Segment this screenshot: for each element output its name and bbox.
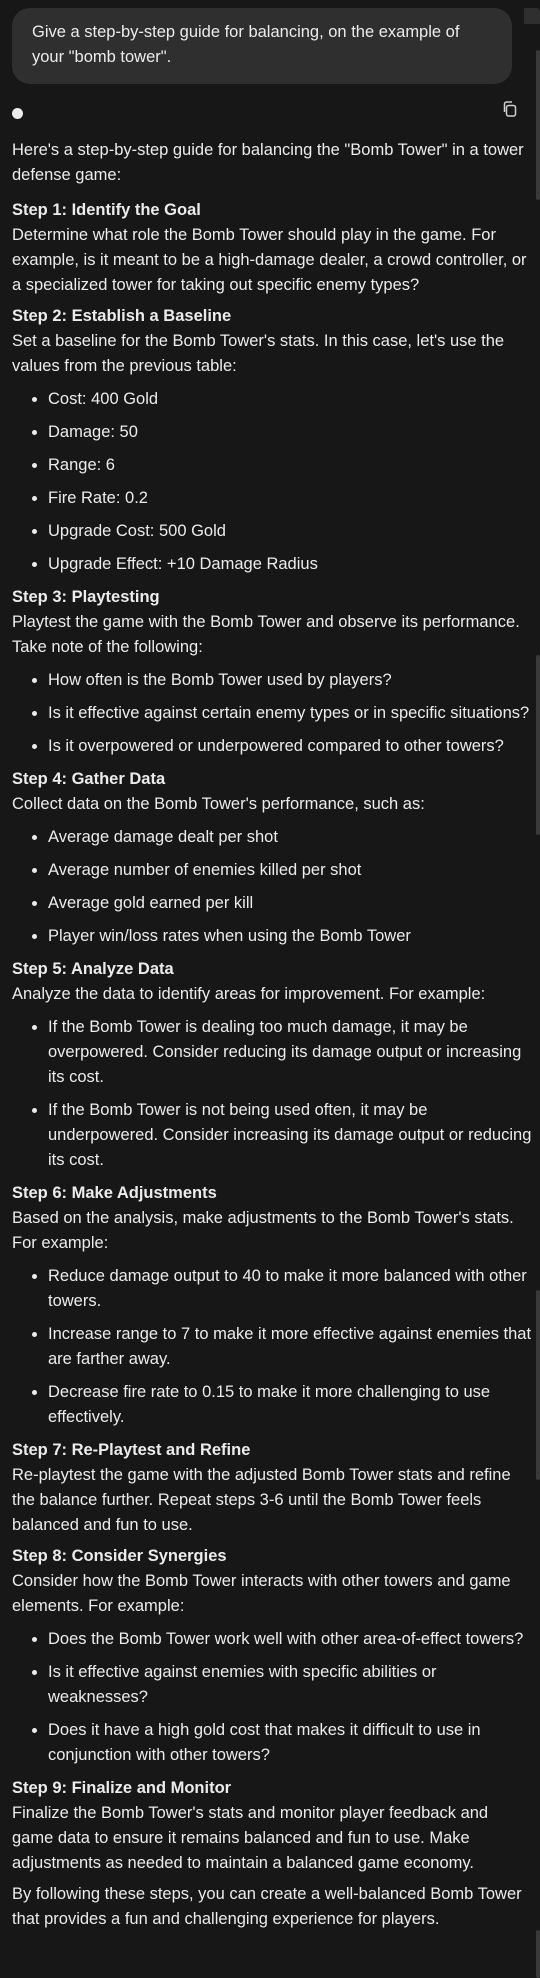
step-6	[12, 1181, 532, 1430]
list-item: Fire Rate: 0.2	[48, 486, 532, 511]
step-title: Step 9: Finalize and Monitor	[12, 1779, 232, 1797]
list-item: Average gold earned per kill	[48, 891, 532, 916]
assistant-dot-icon	[12, 108, 23, 119]
step-title: Step 7: Re-Playtest and Refine	[12, 1441, 251, 1459]
list-item: How often is the Bomb Tower used by players?	[48, 668, 532, 693]
answer-closing: By following these steps, you can create a well-balanced Bomb Tower that provides a fun and challenging experience for players.	[12, 1885, 522, 1928]
list-item: Reduce damage output to 40 to make it more balanced with other towers.	[48, 1264, 532, 1314]
step-title: Step 8: Consider Synergies	[12, 1547, 227, 1565]
step-text: Consider how the Bomb Tower interacts with other towers and game elements. For example:	[12, 1572, 511, 1615]
step-title: Step 1: Identify the Goal	[12, 201, 201, 219]
list-item: Does the Bomb Tower work well with other area-of-effect towers?	[48, 1627, 532, 1652]
list-item: Decrease fire rate to 0.15 to make it more challenging to use effectively.	[48, 1380, 532, 1430]
list-item: Is it overpowered or underpowered compared to other towers?	[48, 734, 532, 759]
step-4	[12, 767, 532, 949]
list-item: Is it effective against certain enemy types or in specific situations?	[48, 701, 532, 726]
step-bullet-list	[12, 1015, 532, 1173]
step-text: Playtest the game with the Bomb Tower and observe its performance. Take note of the following:	[12, 613, 520, 656]
user-message-text: Give a step-by-step guide for balancing, on the example of your "bomb tower".	[32, 23, 460, 66]
step-text: Set a baseline for the Bomb Tower's stats. In this case, let's use the values from the previous table:	[12, 332, 505, 375]
list-item: Range: 6	[48, 453, 532, 478]
step-bullet-list	[12, 387, 532, 577]
scrollbar-thumb[interactable]	[536, 1290, 540, 1480]
scrollbar-thumb[interactable]	[536, 655, 540, 835]
answer-intro: Here's a step-by-step guide for balancing the "Bomb Tower" in a tower defense game:	[12, 141, 524, 184]
step-bullet-list	[12, 1627, 532, 1768]
step-title: Step 3: Playtesting	[12, 588, 160, 606]
step-text: Based on the analysis, make adjustments to the Bomb Tower's stats. For example:	[12, 1209, 514, 1252]
step-2	[12, 304, 532, 577]
step-5	[12, 957, 532, 1173]
step-bullet-list	[12, 668, 532, 759]
step-text: Collect data on the Bomb Tower's performance, such as:	[12, 795, 425, 813]
copy-icon[interactable]	[501, 100, 519, 118]
step-bullet-list	[12, 825, 532, 949]
list-item: If the Bomb Tower is not being used often, it may be underpowered. Consider increasing its damage output or reducing its cost.	[48, 1098, 532, 1173]
scrollbar-thumb[interactable]	[536, 50, 540, 200]
list-item: Increase range to 7 to make it more effective against enemies that are farther away.	[48, 1322, 532, 1372]
list-item: If the Bomb Tower is dealing too much damage, it may be overpowered. Consider reducing its damage output or increasing its cost.	[48, 1015, 532, 1090]
step-title: Step 5: Analyze Data	[12, 960, 174, 978]
step-text: Analyze the data to identify areas for improvement. For example:	[12, 985, 486, 1003]
step-title: Step 4: Gather Data	[12, 770, 166, 788]
step-bullet-list	[12, 1264, 532, 1430]
step-text: Determine what role the Bomb Tower should play in the game. For example, is it meant to be a high-damage dealer, a crowd controller, or a specialized tower for taking out specific enemy types?	[12, 226, 527, 294]
step-8	[12, 1544, 532, 1768]
list-item: Damage: 50	[48, 420, 532, 445]
assistant-answer	[12, 138, 532, 1932]
step-1	[12, 198, 532, 298]
list-item: Player win/loss rates when using the Bomb Tower	[48, 924, 532, 949]
user-message-bubble	[12, 8, 512, 84]
scrollbar-thumb[interactable]	[536, 1930, 540, 1978]
step-text: Re-playtest the game with the adjusted Bomb Tower stats and refine the balance further. Repeat steps 3-6 until the Bomb Tower feels balanced and fun to use.	[12, 1466, 511, 1534]
list-item: Does it have a high gold cost that makes it difficult to use in conjunction with other towers?	[48, 1718, 532, 1768]
step-3	[12, 585, 532, 759]
step-title: Step 6: Make Adjustments	[12, 1184, 217, 1202]
step-7	[12, 1438, 532, 1538]
list-item: Average damage dealt per shot	[48, 825, 532, 850]
list-item: Upgrade Effect: +10 Damage Radius	[48, 552, 532, 577]
step-text: Finalize the Bomb Tower's stats and monitor player feedback and game data to ensure it remains balanced and fun to use. Make adjustments as needed to maintain a balanced game economy.	[12, 1804, 489, 1872]
step-title: Step 2: Establish a Baseline	[12, 307, 232, 325]
user-bubble-corner	[524, 8, 540, 24]
list-item: Cost: 400 Gold	[48, 387, 532, 412]
list-item: Is it effective against enemies with specific abilities or weaknesses?	[48, 1660, 532, 1710]
list-item: Upgrade Cost: 500 Gold	[48, 519, 532, 544]
list-item: Average number of enemies killed per shot	[48, 858, 532, 883]
step-9	[12, 1776, 532, 1876]
